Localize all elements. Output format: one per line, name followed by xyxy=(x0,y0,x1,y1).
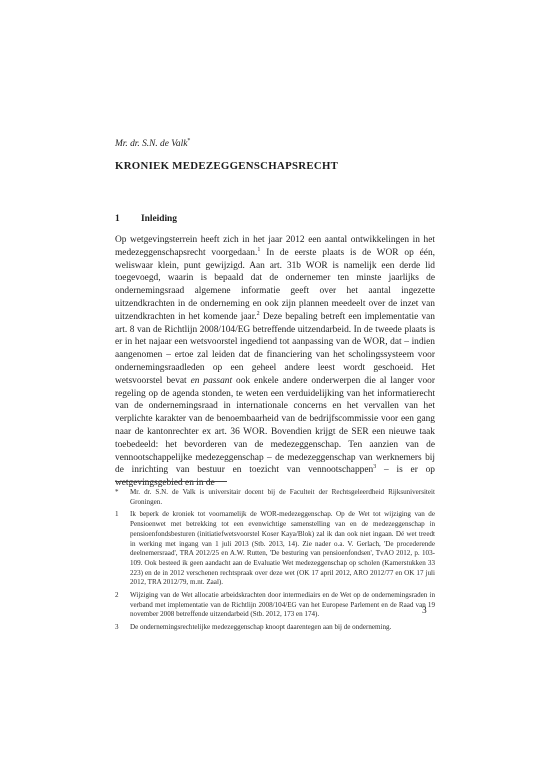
article-title: KRONIEK MEDEZEGGENSCHAPSRECHT xyxy=(115,160,339,172)
footnote-mark: 1 xyxy=(115,510,119,519)
footnote-divider xyxy=(115,481,227,482)
footnote-text: Wijziging van de Wet allocatie arbeidskrachten door intermediairs en de Wet op de ondernemingsraden in verband met implementatie van de Richtlijn 2008/104/EG van het Europese Parlement en de Raad van 19 november 2008 betreffende uitzendarbeid (Stb. 2012, 173 en 174). xyxy=(130,591,435,619)
body-text-segment: In de eerste plaats is de WOR op één, weliswaar klein, punt gewijzigd. Aan art. 31b WOR is namelijk een derde lid toegevoegd, waarin is bepaald dat de ondernemer ten minste jaarlijks de ondernemingsraad algemene informatie geeft over het aantal ingezette uitzendkrachten in de onderneming en ook zijn plannen meedeelt over de inzet van uitzendkrachten in het komende jaar. xyxy=(115,247,435,322)
footnote xyxy=(115,591,435,620)
body-text-segment: ook enkele andere onderwerpen die al langer voor regeling op de agenda stonden, te weten een verduidelijking van het informatierecht van de ondernemingsraad in internationale concerns en het vervallen van het verplichte karakter van de benoembaarheid van de bedrijfscommissie voor een gang naar de kantonrechter ex art. 36 WOR. Bovendien krijgt de SER een nieuwe taak toebedeeld: het bevorderen van de medezeggenschap. Ten aanzien van de vennootschappelijke medezeggenschap – de medezeggenschap van werknemers bij de inrichting van bestuur en toezicht van vennootschappen xyxy=(115,375,435,476)
footnote-text: De ondernemingsrechtelijke medezeggenschap knoopt daarentegen aan bij de onderneming. xyxy=(130,623,392,632)
footnote xyxy=(115,623,435,633)
body-text-segment: Op wetgevingsterrein heeft zich in het jaar 2012 een aantal ontwikkelingen in het medezeggenschapsrecht voorgedaan. xyxy=(115,235,435,258)
footnote-mark: * xyxy=(115,488,119,496)
footnote-ref[interactable]: 1 xyxy=(257,246,261,253)
footnotes xyxy=(115,488,435,636)
section-number: 1 xyxy=(115,214,120,224)
paragraph xyxy=(115,234,435,490)
body-text-segment: – is er op wetgevingsgebied en in de xyxy=(115,465,435,489)
section-heading xyxy=(115,214,177,224)
footnote-ref[interactable]: 2 xyxy=(256,310,260,317)
author-name: Mr. dr. S.N. de Valk xyxy=(115,139,188,150)
footnote-mark: 2 xyxy=(115,591,119,600)
footnote-text: Mr. dr. S.N. de Valk is universitair docent bij de Faculteit der Rechtsgeleerdheid Rijksuniversiteit Groningen. xyxy=(130,488,435,506)
footnote-text: Ik beperk de kroniek tot voornamelijk de WOR-medezeggenschap. Op de Wet tot wijziging van de Pensioenwet met betrekking tot een evenwichtige samenstelling van en de medezeggenschap in pensioenfondsbesturen (initiatiefwetsvoorstel Koser Kaya/Blok) zal ik dan ook niet ingaan. Dé wet treedt in werking met ingang van 1 juli 2013 (Stb. 2013, 14). Zie nader o.a. V. Gerlach, 'De procederende deelnemersraad', TRA 2012/25 en A.W. Rutten, 'De besturing van pensioenfondsen', TvAO 2012, p. 103-109. Ook besteed ik geen aandacht aan de Evaluatie Wet medezeggenschap op scholen (Kamerstukken 33 223) en de in 2012 verschenen rechtspraak over deze wet (OK 17 april 2012, ARO 2012/77 en OK 17 juli 2012, TRA 2012/79, m.nt. Zaal). xyxy=(130,510,435,587)
author-footnote-mark: * xyxy=(187,138,191,144)
footnote xyxy=(115,488,435,507)
body-text xyxy=(115,234,435,490)
body-text-segment: Deze bepaling betreft een implementatie van art. 8 van de Richtlijn 2008/104/EG betreffende uitzendarbeid. In de tweede plaats is er in het najaar een wetsvoorstel ingediend tot aanpassing van de WOR, dat – indien aangenomen – ertoe zal leiden dat de financiering van het scholingssysteem voor ondernemingsraadleden op een geheel andere leest wordt geschoeid. Het wetsvoorstel bevat xyxy=(115,311,435,386)
author-line xyxy=(115,138,190,149)
italic-phrase: en passant xyxy=(190,375,233,386)
footnote-mark: 3 xyxy=(115,623,119,632)
page-number: 3 xyxy=(422,606,427,616)
footnote-ref[interactable]: 3 xyxy=(373,464,377,471)
footnote xyxy=(115,510,435,588)
section-title: Inleiding xyxy=(141,214,177,224)
